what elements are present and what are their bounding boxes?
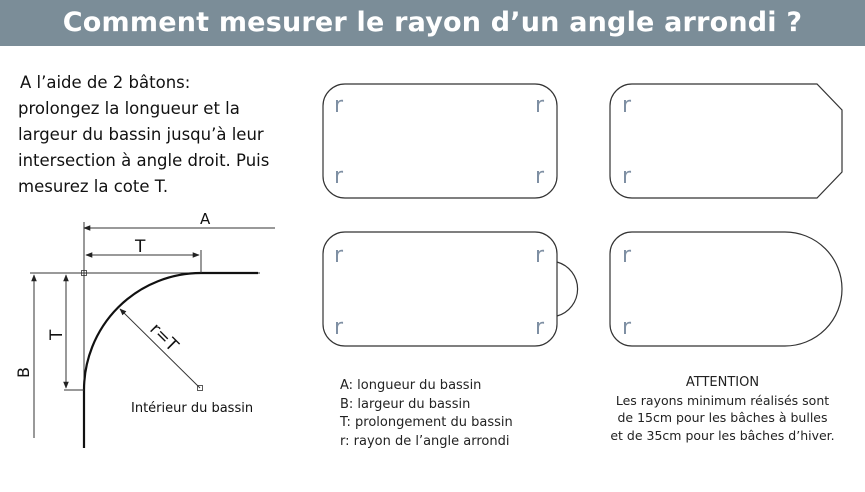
pool-shape-with-step	[323, 232, 578, 346]
pool-shape-cut-corners	[610, 84, 842, 198]
label-t-vertical: T	[47, 329, 67, 340]
legend-item: B: largeur du bassin	[340, 396, 471, 412]
corner-radius-marker: r	[622, 93, 632, 118]
corner-radius-marker: r	[622, 164, 632, 189]
label-radius: r=T	[145, 319, 182, 356]
label-b: B	[14, 367, 33, 378]
interior-label: Intérieur du bassin	[131, 401, 254, 416]
pool-shape-rounded-end	[610, 232, 842, 346]
label-a: A	[200, 210, 211, 228]
corner-radius-marker: r	[622, 243, 632, 268]
label-t: T	[135, 237, 146, 257]
attention-line: Les rayons minimum réalisés sont	[615, 392, 830, 408]
corner-radius-marker: r	[334, 164, 344, 189]
pool-shape-rounded-rectangle	[323, 84, 557, 198]
attention-title: ATTENTION	[685, 375, 760, 390]
legend-item: A: longueur du bassin	[340, 378, 482, 393]
corner-radius-marker: r	[334, 315, 344, 340]
corner-radius-marker: r	[535, 93, 545, 118]
corner-radius-marker: r	[334, 93, 344, 118]
corner-radius-marker: r	[622, 315, 632, 340]
corner-radius-marker: r	[535, 243, 545, 268]
legend-item: T: prolongement du bassin	[340, 415, 513, 430]
intro-line-2: prolongez la longueur et la largeur du bassin jusqu’à leur intersection à angle droit. Puis mesurez la cote T.	[18, 99, 270, 196]
pool-rounded-edge	[84, 273, 258, 448]
attention-line: et de 35cm pour les bâches d’hiver.	[610, 427, 835, 443]
attention-note	[595, 374, 850, 444]
page-title: Comment mesurer le rayon d’un angle arrondi ?	[62, 7, 803, 38]
attention-line: de 15cm pour les bâches à bulles	[617, 410, 828, 425]
corner-radius-marker: r	[535, 315, 545, 340]
corner-radius-marker: r	[535, 164, 545, 189]
intro-line-1: A l’aide de 2 bâtons:	[20, 73, 191, 92]
corner-radius-marker: r	[334, 243, 344, 268]
legend-item: r: rayon de l’angle arrondi	[340, 433, 510, 449]
legend	[340, 377, 513, 451]
